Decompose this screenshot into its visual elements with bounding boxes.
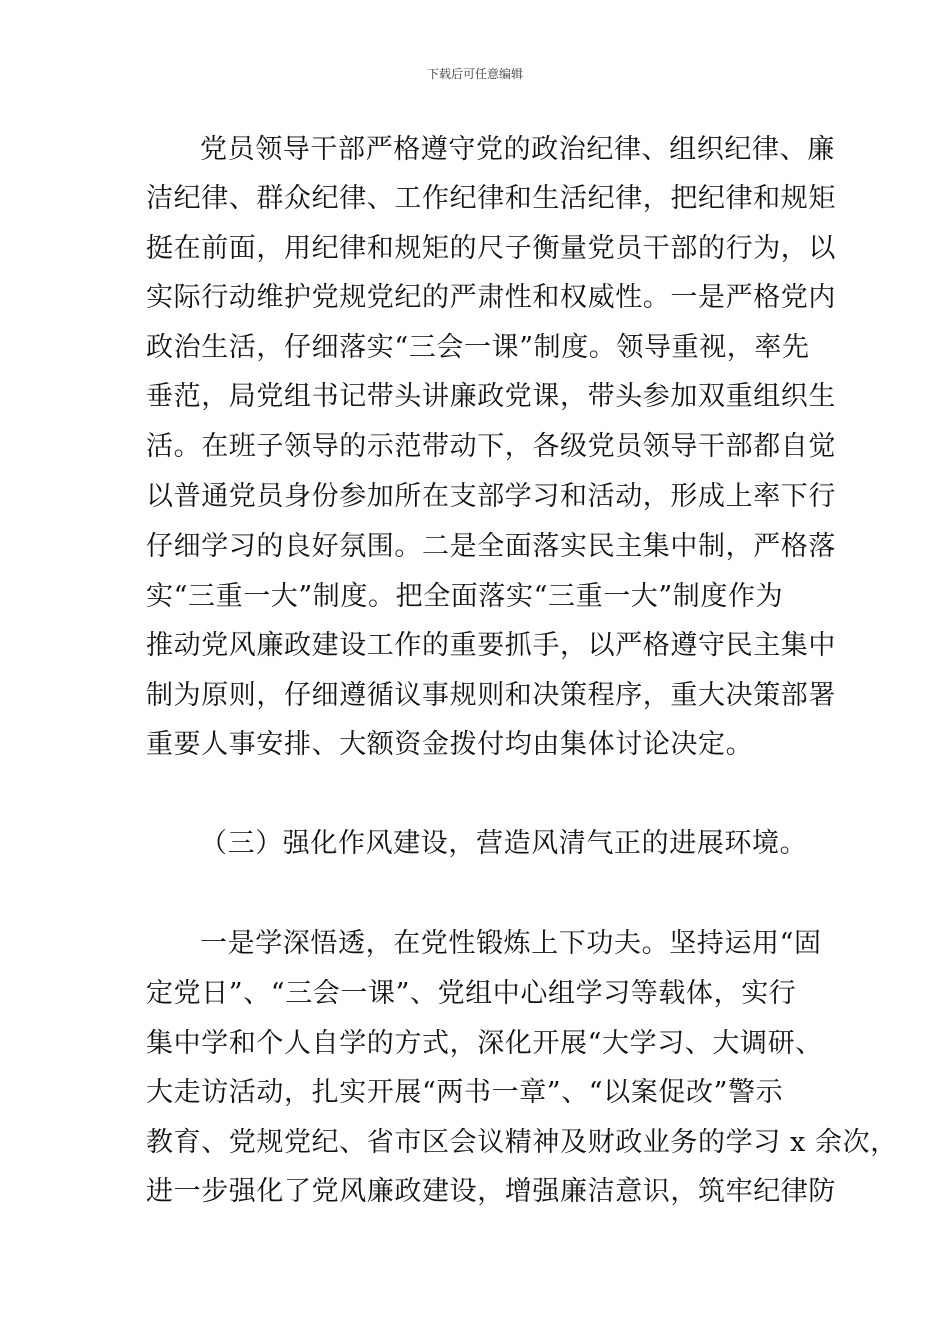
paragraph-1-line-12: 制为原则，仔细遵循议事规则和决策程序，重大决策部署 [146, 680, 836, 711]
paragraph-1-line-3: 挺在前面，用纪律和规矩的尺子衡量党员干部的行为，以 [146, 233, 836, 264]
paragraph-1-line-10: 实“三重一大”制度。把全面落实“三重一大”制度作为 [146, 581, 784, 612]
section-heading: （三）强化作风建设，营造风清气正的进展环境。 [200, 828, 808, 859]
paragraph-1-line-9: 仔细学习的良好氛围。二是全面落实民主集中制，严格落 [146, 531, 836, 562]
paragraph-2-line-5: 教育、党规党纪、省市区会议精神及财政业务的学习 x 余次， [146, 1127, 898, 1158]
paragraph-1-line-7: 活。在班子领导的示范带动下，各级党员领导干部都自觉 [146, 431, 836, 462]
paragraph-1-line-6: 垂范，局党组书记带头讲廉政党课，带头参加双重组织生 [146, 381, 836, 412]
page-header: 下载后可任意编辑 [426, 67, 523, 81]
paragraph-2-line-1: 一是学深悟透，在党性锻炼上下功夫。坚持运用“固 [200, 928, 822, 959]
paragraph-1-line-5: 政治生活，仔细落实“三会一课”制度。领导重视，率先 [146, 332, 810, 363]
paragraph-1-line-1: 党员领导干部严格遵守党的政治纪律、组织纪律、廉 [200, 134, 835, 165]
paragraph-1-line-2: 洁纪律、群众纪律、工作纪律和生活纪律，把纪律和规矩 [146, 183, 836, 214]
paragraph-2-line-4: 大走访活动，扎实开展“两书一章”、“以案促改”警示 [146, 1077, 784, 1108]
paragraph-1-line-13: 重要人事安排、大额资金拨付均由集体讨论决定。 [146, 729, 754, 760]
paragraph-1-line-8: 以普通党员身份参加所在支部学习和活动，形成上率下行 [146, 481, 836, 512]
paragraph-2-line-3: 集中学和个人自学的方式，深化开展“大学习、大调研、 [146, 1028, 823, 1059]
paragraph-2-line-2: 定党日”、“三会一课”、党组中心组学习等载体，实行 [146, 978, 797, 1009]
paragraph-2-line-6: 进一步强化了党风廉政建设，增强廉洁意识，筑牢纪律防 [146, 1176, 836, 1207]
paragraph-1-line-4: 实际行动维护党规党纪的严肃性和权威性。一是严格党内 [146, 282, 836, 313]
paragraph-1-line-11: 推动党风廉政建设工作的重要抓手，以严格遵守民主集中 [146, 630, 836, 661]
